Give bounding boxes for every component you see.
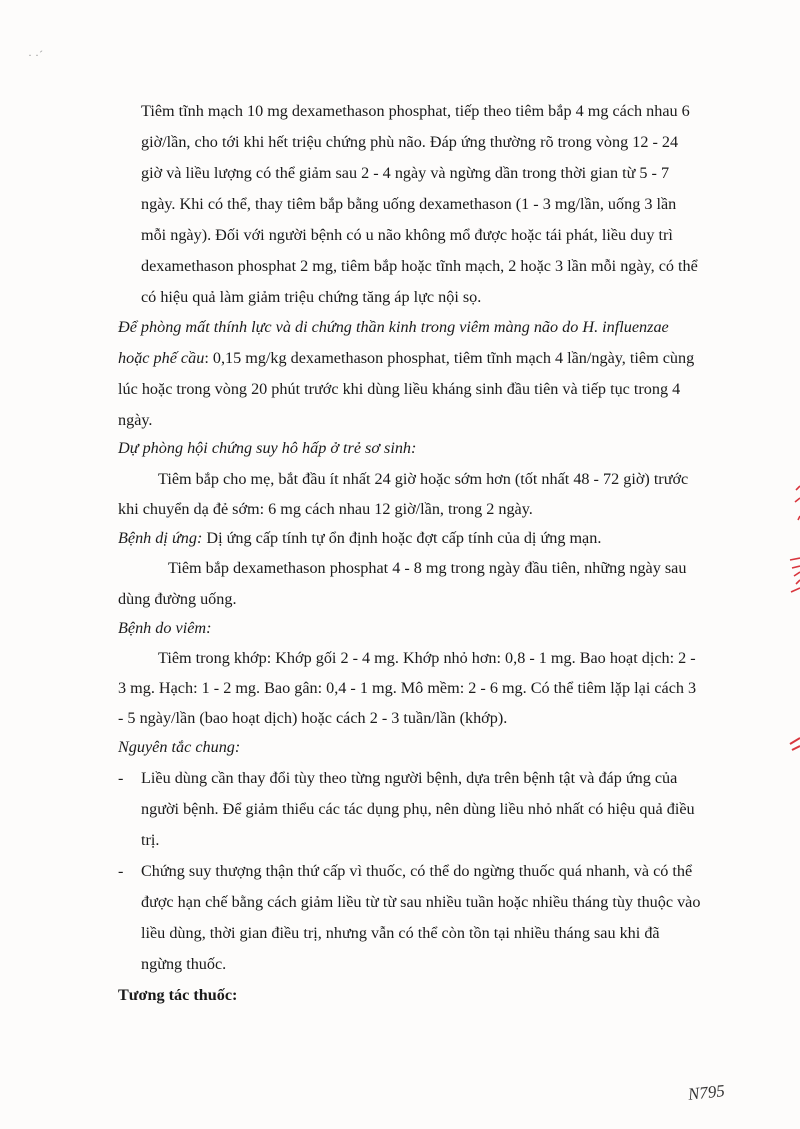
para-line-7: có hiệu quả làm giảm triệu chứng tăng áp lực nội sọ.	[141, 288, 482, 306]
scan-specks: · ·ˊ	[28, 48, 43, 62]
meningitis-line-2	[118, 348, 694, 368]
meningitis-dose: : 0,15 mg/kg dexamethason phosphat, tiêm tĩnh mạch 4 lần/ngày, tiêm cùng	[204, 349, 695, 367]
handwritten-page-mark: N795	[687, 1081, 726, 1104]
para-line-3: giờ và liều lượng có thể giảm sau 2 - 4 ngày và ngừng dần trong thời gian từ 5 - 7	[141, 164, 670, 182]
meningitis-heading-cont: hoặc phế cầu	[118, 349, 205, 367]
inflammation-heading: Bệnh do viêm:	[118, 619, 212, 637]
bullet-1: -	[118, 769, 124, 787]
para-line-5: mỗi ngày). Đối với người bệnh có u não không mổ được hoặc tái phát, liều duy trì	[141, 226, 673, 244]
allergy-line-1: Tiêm bắp dexamethason phosphat 4 - 8 mg trong ngày đầu tiên, những ngày sau	[168, 559, 687, 577]
allergy-desc: Dị ứng cấp tính tự ổn định hoặc đợt cấp tính của dị ứng mạn.	[202, 529, 602, 547]
allergy-line-2: dùng đường uống.	[118, 590, 237, 608]
principle-2-line-3: liều dùng, thời gian điều trị, nhưng vẫn có thể còn tồn tại nhiều tháng sau khi đã	[141, 924, 660, 942]
principle-1-line-3: trị.	[141, 831, 160, 849]
principle-1-line-1: Liều dùng cần thay đổi tùy theo từng người bệnh, dựa trên bệnh tật và đáp ứng của	[141, 769, 678, 787]
para-line-4: ngày. Khi có thể, thay tiêm bắp bằng uống dexamethason (1 - 3 mg/lần, uống 3 lần	[141, 195, 677, 213]
bullet-2: -	[118, 862, 124, 880]
meningitis-line-4: ngày.	[118, 411, 153, 429]
respiratory-line-1: Tiêm bắp cho mẹ, bắt đầu ít nhất 24 giờ hoặc sớm hơn (tốt nhất 48 - 72 giờ) trước	[158, 470, 689, 488]
principles-heading: Nguyên tắc chung:	[118, 738, 241, 756]
respiratory-heading: Dự phòng hội chứng suy hô hấp ở trẻ sơ sinh:	[118, 439, 417, 457]
respiratory-line-2: khi chuyển dạ đẻ sớm: 6 mg cách nhau 12 giờ/lần, trong 2 ngày.	[118, 500, 533, 518]
principle-2-line-1: Chứng suy thượng thận thứ cấp vì thuốc, có thể do ngừng thuốc quá nhanh, và có thể	[141, 862, 693, 880]
principle-2-line-2: được hạn chế bằng cách giảm liều từ từ sau nhiều tuần hoặc nhiều tháng tùy thuộc vào	[141, 893, 701, 911]
principle-2-line-4: ngừng thuốc.	[141, 955, 227, 973]
para-line-1: Tiêm tĩnh mạch 10 mg dexamethason phosphat, tiếp theo tiêm bắp 4 mg cách nhau 6	[141, 102, 690, 120]
meningitis-heading: Để phòng mất thính lực và di chứng thần kinh trong viêm màng não do H. influenzae	[118, 318, 669, 336]
allergy-heading: Bệnh dị ứng:	[118, 529, 203, 547]
meningitis-line-3: lúc hoặc trong vòng 20 phút trước khi dùng liều kháng sinh đầu tiên và tiếp tục trong 4	[118, 380, 681, 398]
para-line-6: dexamethason phosphat 2 mg, tiêm bắp hoặc tĩnh mạch, 2 hoặc 3 lần mỗi ngày, có thể	[141, 257, 698, 275]
inflammation-line-3: - 5 ngày/lần (bao hoạt dịch) hoặc cách 2 - 3 tuần/lần (khớp).	[118, 709, 508, 727]
inflammation-line-2: 3 mg. Hạch: 1 - 2 mg. Bao gân: 0,4 - 1 mg. Mô mềm: 2 - 6 mg. Có thể tiêm lặp lại cách 3	[118, 679, 697, 697]
principle-1-line-2: người bệnh. Để giảm thiểu các tác dụng phụ, nên dùng liều nhỏ nhất có hiệu quả điều	[141, 800, 695, 818]
para-line-2: giờ/lần, cho tới khi hết triệu chứng phù não. Đáp ứng thường rõ trong vòng 12 - 24	[141, 133, 679, 151]
inflammation-line-1: Tiêm trong khớp: Khớp gối 2 - 4 mg. Khớp nhỏ hơn: 0,8 - 1 mg. Bao hoạt dịch: 2 -	[158, 649, 696, 667]
red-stamp-fragment	[786, 480, 800, 620]
red-stamp-mark	[786, 730, 800, 760]
interactions-heading: Tương tác thuốc:	[118, 986, 238, 1004]
allergy-line	[118, 528, 601, 548]
